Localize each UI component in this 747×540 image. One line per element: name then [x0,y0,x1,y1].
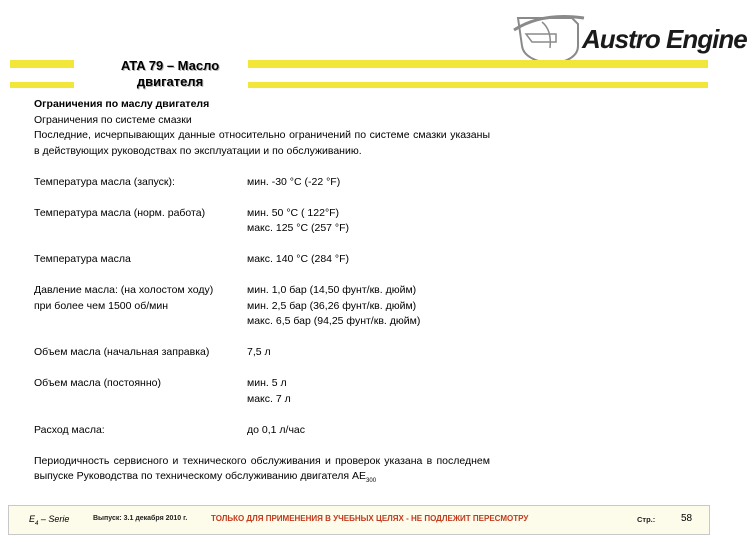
footer [8,505,710,535]
section-heading: Ограничения по маслу двигателя [34,98,210,110]
header-bar-right [248,60,708,68]
spec-label: Давление масла: (на холостом ходу) [34,284,214,296]
spec-row [34,175,490,191]
spec-row [34,252,490,268]
page-title [76,58,264,90]
footer-page-label: Стр.: [637,515,656,524]
footer-serie: $E_4$ – Serie [29,514,70,527]
closing-reference: $AE_{300}$ [352,470,377,485]
header-bar-left-2 [10,82,74,88]
spec-label: Температура масла (запуск): [34,175,175,188]
footer-issue-date: Выпуск: 3.1 декабря 2010 г. [93,515,188,522]
footer-training-note: ТОЛЬКО ДЛЯ ПРИМЕНЕНИЯ В УЧЕБНЫХ ЦЕЛЯХ - НЕ ПОДЛЕЖИТ ПЕРЕСМОТРУ [211,514,529,523]
logo-text: Austro Engine [582,24,747,54]
spec-label: Объем масла (постоянно) [34,377,161,389]
closing-paragraph [34,454,490,490]
spec-label: Температура масла [34,253,131,265]
footer-page-number: 58 [681,513,693,524]
page-title-line1: ATA 79 – Масло [120,58,220,73]
spec-row [34,283,490,330]
spec-value: макс. 125 °C (257 °F) [247,222,350,234]
header-bar-left [10,60,74,68]
spec-value: макс. 6,5 бар (94,25 фунт/кв. дюйм) [247,315,421,327]
spec-value: макс. 140 °C (284 °F) [247,253,350,265]
main-content [34,97,490,490]
spec-value: мин. 1,0 бар (14,50 фунт/кв. дюйм) [247,284,417,296]
spec-row [34,345,490,361]
spec-value: 7,5 л [247,346,271,358]
spec-label: при более чем 1500 об/мин [34,299,169,312]
spec-label: Температура масла (норм. работа) [34,206,206,219]
spec-value: макс. 7 л [247,392,291,405]
spec-row [34,376,490,407]
spec-row [34,206,490,237]
spec-value: мин. 5 л [247,377,287,389]
closing-text: Периодичность сервисного и технического обслуживания и проверок указана в последнем выпуске Руководства по техническому обслуживанию двигателя [34,454,490,482]
spec-label: Расход масла: [34,423,105,436]
spec-row [34,423,490,439]
intro-paragraph: Последние, исчерпывающих данные относительно ограничений по системе смазки указаны в действующих руководствах по эксплуатации и по обслуживанию. [34,129,490,157]
spec-value: мин. 50 °C ( 122°F) [247,206,340,219]
austro-engine-logo [512,8,747,68]
spec-label: Объем масла (начальная заправка) [34,346,210,358]
section-subheading: Ограничения по системе смазки [34,113,192,126]
spec-value: до 0,1 л/час [247,423,306,436]
spec-value: мин. -30 °C (-22 °F) [247,175,341,188]
spec-value: мин. 2,5 бар (36,26 фунт/кв. дюйм) [247,299,417,312]
header-bar-right-2 [248,82,708,88]
page-title-line2: двигателя [136,74,204,89]
